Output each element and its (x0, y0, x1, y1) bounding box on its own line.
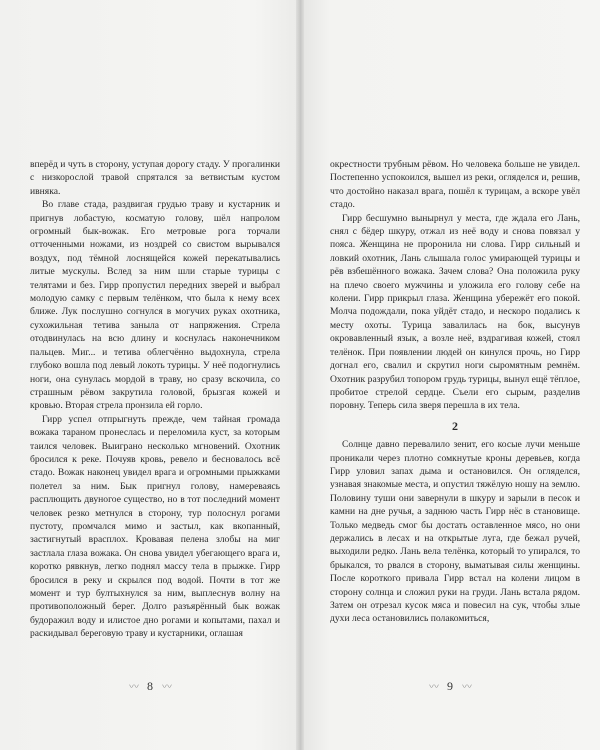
paragraph: Гирр успел отпрыгнуть прежде, чем тайная громада вожака тараном пронеслась и переломила куст, за которым таился человек. Выиграно несколько мгновений. Охотник бросился к реке. Почуяв кровь, ревело и бесновалось всё стадо. Вожак наконец увидел врага и огромными прыжками полетел за ним. Бык пригнул голову, намереваясь расплющить двуногое существо, но в тот последний момент человек резко метнулся в сторону, тур полоснул рогами пустоту, промчался мимо и застыл, как вкопанный, застигнутый врасплох. Кровавая пелена злобы на миг застлала глаза вожака. Он снова увидел убегающего врага и, коротко рявкнув, легко поднял массу тела в прыжке. Гирр бросился в реку и скрылся под водой. Почти в тот же момент и тур бултыхнулся за ним, выплеснув волну на противоположный берег. Долго разъярённый бык вожак будоражил воду и илистое дно рогами и копытами, пахал и раскидывал береговую траву и кустарники, оглашая (30, 413, 280, 640)
paragraph: вперёд и чуть в сторону, уступая дорогу стаду. У прогалинки с низкорослой травой спрятался за ветвистым кустом ивняка. (30, 159, 280, 197)
paragraph: Гирр бесшумно вынырнул у места, где ждала его Лань, снял с бёдер шкуру, отжал из неё воду и снова повязал у пояса. Женщина не проронила ни слова. Гирр сильный и ловкий охотник, Лань слышала голос умирающей турицы и рёв взбешённого вожака. Зачем слова? Она положила руку на плечо своего мужчины и уложила его голову себе на колени. Гирр прикрыл глаза. Женщина убережёт его покой. Молча подождали, пока уйдёт стадо, и нескоро подались к месту охоты. Турица завалилась на бок, высунув окровавленный язык, а возле неё, вздрагивая кожей, стоял телёнок. При появлении людей он кинулся прочь, но Гирр догнал его, свалил и скрутил ноги сыромятным ремнём. Охотник разрубил топором грудь турицы, вынул ещё тёплое, пробитое стрелой сердце. Съели его сырым, разделив поровну. Теперь сила зверя перешла в их тела. (330, 212, 580, 412)
ornament-left: 〰 (129, 682, 138, 693)
left-page-text (30, 158, 280, 641)
page-number-left (0, 678, 300, 694)
paragraph: Во главе стада, раздвигая грудью траву и кустарник и пригнув лобастую, косматую голову, шёл напролом огромный бык-вожак. Его метровые рога торчали отточенными ножами, из ноздрей со свистом вырывался воздух, под тёмной лоснящейся кожей перекатывались литые мускулы. Вслед за ним шли старые турицы с телятами и без. Гирр пропустил передних зверей и выбрал молодую самку с первым телёнком, что была к нему всех ближе. Лук послушно согнулся в могучих руках охотника, сухожильная тетива заныла от напряжения. Стрела отодвинулась на всю длину и коснулась наконечником пальцев. Миг... и тетива облегчённо выдохнула, стрела глубоко вошла под левый локоть турицы. У неё подогнулись ноги, она сунулась мордой в траву, но сразу вскочила, со страшным рёвом закрутила головой, брызгая кожей и кровью. Вторая стрела пронзила ей горло. (30, 199, 280, 412)
paragraph: Солнце давно перевалило зенит, его косые лучи меньше проникали через плотно сомкнутые кроны деревьев, когда Гирр уловил запах дыма и остановился. Он огляделся, узнавая знакомые места, и опустил тяжёлую ношу на землю. Половину туши они завернули в шкуру и зарыли в песок и камни на дне ручья, а заднюю часть Гирр нёс в становище. Только медведь смог бы достать оставленное мясо, но они держались в лесах и на открытые луга, где бежал ручей, выходили редко. Лань вела телёнка, который то упирался, то брыкался, то рвался в сторону, выматывая силы женщины. После короткого привала Гирр встал на колени лицом в сторону солнца и сложил руки на груди. Лань встала рядом. Затем он отрезал кусок мяса и повесил на сук, чтобы злые духи леса остановились полакомиться, (330, 439, 580, 625)
book-gutter (296, 0, 304, 750)
chapter-number: 2 (452, 418, 458, 433)
page-number-right (300, 678, 600, 694)
ornament-left: 〰 (429, 682, 438, 693)
paragraph: окрестности трубным рёвом. Но человека больше не увидел. Постепенно успокоился, вышел из реки, огляделся и, решив, что достойно наказал врага, пошёл к турицам, а вскоре увёл стадо. (330, 159, 580, 211)
page-number: 8 (147, 679, 153, 693)
ornament-right: 〰 (162, 682, 171, 693)
right-page-text (330, 158, 580, 626)
page-number: 9 (447, 679, 453, 693)
ornament-right: 〰 (462, 682, 471, 693)
right-page (300, 0, 600, 750)
